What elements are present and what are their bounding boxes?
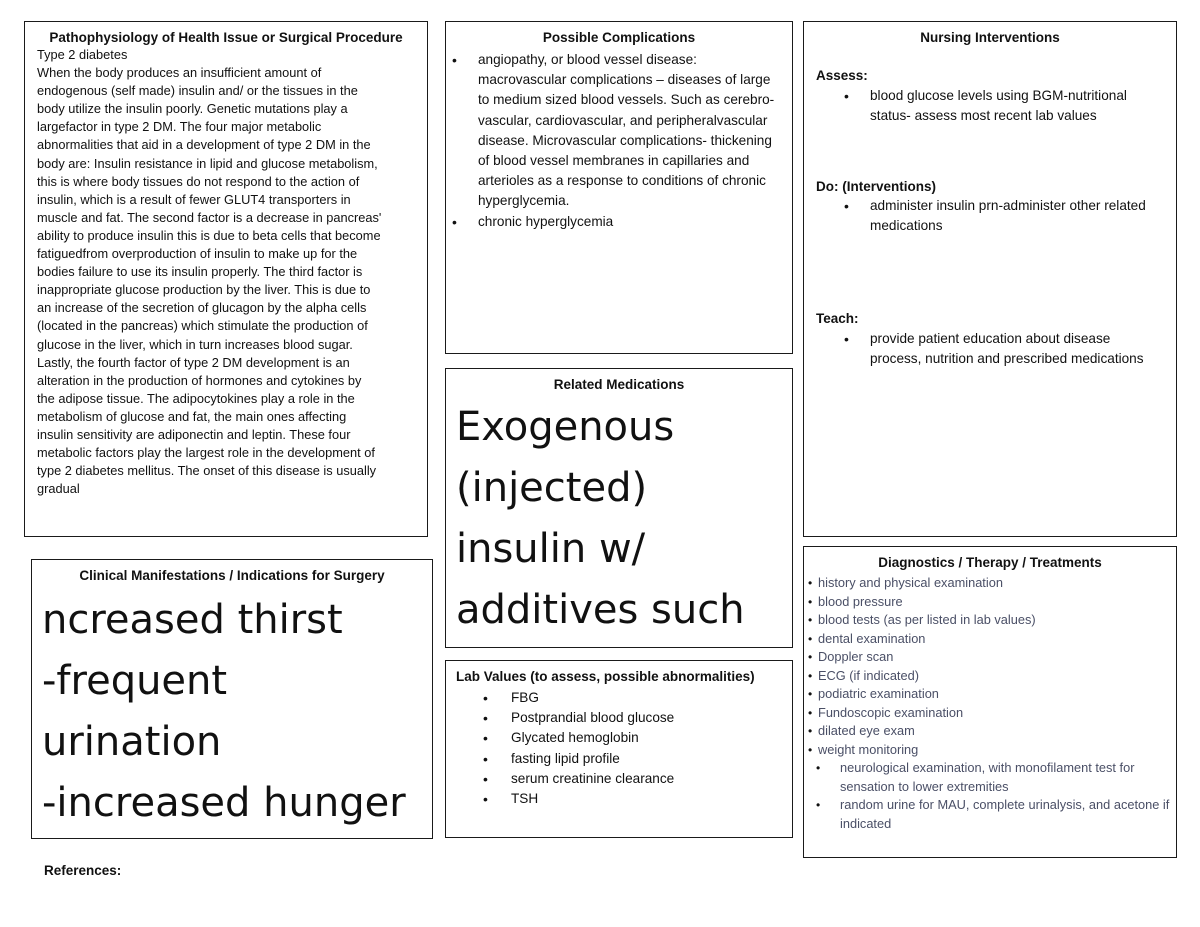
nursing-interventions-box [803, 21, 1177, 537]
text-line: -frequent [42, 658, 228, 704]
text-line: insulin w/ [456, 526, 646, 572]
pathophysiology-title: Pathophysiology of Health Issue or Surgical Procedure [49, 30, 403, 45]
clinical-text [42, 590, 422, 834]
list-item: • angiopathy, or blood vessel disease: macrovascular complications – diseases of large to medium sized blood vessels. Such as cerebro-vascular, cardiovascular, and peripheralvascular disease. Microvascular complications- thickening of blood vessel membranes in capillaries and arterioles as a response to conditions of chronic hyperglycemia. [478, 50, 782, 212]
text-line: additives such [456, 587, 745, 633]
lab-values-box [445, 660, 793, 838]
list-item: • TSH [511, 789, 782, 809]
list-item: • dental examination [818, 630, 1172, 649]
clinical-manifestations-box [31, 559, 433, 839]
labs-title: Lab Values (to assess, possible abnormalities) [456, 669, 755, 684]
text-line: Type 2 diabetes [37, 47, 128, 62]
text-line: (located in the pancreas) which stimulate the production of [37, 318, 368, 334]
text-line: fatiguedfrom overproduction of insulin to make up for the [37, 246, 358, 262]
text-line: an increase of the secretion of glucagon by the alpha cells [37, 300, 367, 316]
list-item: • podiatric examination [818, 685, 1172, 704]
labs-list [511, 688, 782, 809]
do-list [870, 196, 1164, 237]
text-line: type 2 diabetes mellitus. The onset of this disease is usually [37, 463, 377, 479]
list-item: • Postprandial blood glucose [511, 708, 782, 728]
text-line: abnormalities that aid in a development of type 2 DM in the [37, 137, 371, 153]
diagnostics-list [818, 574, 1172, 833]
list-item: • ECG (if indicated) [818, 667, 1172, 686]
list-item: • provide patient education about disease process, nutrition and prescribed medications [870, 329, 1164, 370]
list-item: • blood tests (as per listed in lab values) [818, 611, 1172, 630]
list-item: • FBG [511, 688, 782, 708]
text-line: glucose in the liver, which in turn increases blood sugar. [37, 336, 353, 352]
text-line: ncreased thirst [42, 597, 343, 643]
text-line: muscle and fat. The second factor is a decrease in pancreas' [37, 209, 382, 225]
list-item: • history and physical examination [818, 574, 1172, 593]
teach-list [870, 329, 1164, 370]
text-line: metabolic factors play the largest role in the development of [37, 445, 375, 461]
assess-list [870, 86, 1164, 127]
text-line: insulin sensitivity are adiponectin and leptin. These four [37, 426, 351, 442]
pathophysiology-text [37, 46, 415, 498]
list-item: • Doppler scan [818, 648, 1172, 667]
text-line: body utilize the insulin poorly. Genetic mutations play a [37, 101, 348, 117]
list-item: • weight monitoring [818, 741, 1172, 760]
list-item: • random urine for MAU, complete urinalysis, and acetone if indicated [840, 796, 1172, 833]
medications-title: Related Medications [553, 377, 685, 392]
list-item: • blood pressure [818, 593, 1172, 612]
assess-heading: Assess: [816, 68, 868, 83]
complications-list [478, 50, 782, 232]
diagnostics-box [803, 546, 1177, 858]
text-line: endogenous (self made) insulin and/ or the tissues in the [37, 83, 358, 99]
text-line: Lastly, the fourth factor of type 2 DM development is an [37, 354, 350, 370]
list-item: • Glycated hemoglobin [511, 728, 782, 748]
text-line: gradual [37, 481, 80, 497]
complications-box [445, 21, 793, 354]
diagnostics-title: Diagnostics / Therapy / Treatments [878, 555, 1102, 570]
list-item: • serum creatinine clearance [511, 769, 782, 789]
text-line: When the body produces an insufficient amount of [37, 65, 322, 81]
text-line: (injected) [456, 465, 648, 511]
list-item: • neurological examination, with monofilament test for sensation to lower extremities [840, 759, 1172, 796]
nursing-title: Nursing Interventions [920, 30, 1060, 45]
text-line: this is where body tissues do not respond to the action of [37, 173, 360, 189]
related-medications-box [445, 368, 793, 648]
text-line: insulin, which is a result of fewer GLUT4 transporters in [37, 191, 351, 207]
medications-text [456, 397, 782, 641]
clinical-title: Clinical Manifestations / Indications for Surgery [79, 568, 385, 583]
text-line: bodies failure to use its insulin properly. The third factor is [37, 264, 363, 280]
text-line: largefactor in type 2 DM. The four major metabolic [37, 119, 322, 135]
text-line: inappropriate glucose production by the liver. This is due to [37, 282, 371, 298]
text-line: -increased hunger [42, 780, 406, 826]
text-line: the adipose tissue. The adipocytokines play a role in the [37, 390, 355, 406]
list-item: • chronic hyperglycemia [478, 212, 782, 232]
list-item: • Fundoscopic examination [818, 704, 1172, 723]
complications-title: Possible Complications [542, 30, 696, 45]
text-line: Exogenous [456, 404, 675, 450]
text-line: urination [42, 719, 222, 765]
text-line: ability to produce insulin this is due to beta cells that become [37, 227, 381, 243]
teach-heading: Teach: [816, 310, 859, 326]
pathophysiology-box [24, 21, 428, 537]
list-item: • fasting lipid profile [511, 749, 782, 769]
list-item: • blood glucose levels using BGM-nutritional status- assess most recent lab values [870, 86, 1164, 127]
text-line: metabolism of glucose and fat, the main ones affecting [37, 408, 347, 424]
list-item: • administer insulin prn-administer other related medications [870, 196, 1164, 237]
text-line: body are: Insulin resistance in lipid and glucose metabolism, [37, 155, 378, 171]
references-label: References: [44, 863, 122, 878]
text-line: alteration in the production of hormones and cytokines by [37, 372, 362, 388]
do-heading: Do: (Interventions) [816, 178, 936, 194]
list-item: • dilated eye exam [818, 722, 1172, 741]
